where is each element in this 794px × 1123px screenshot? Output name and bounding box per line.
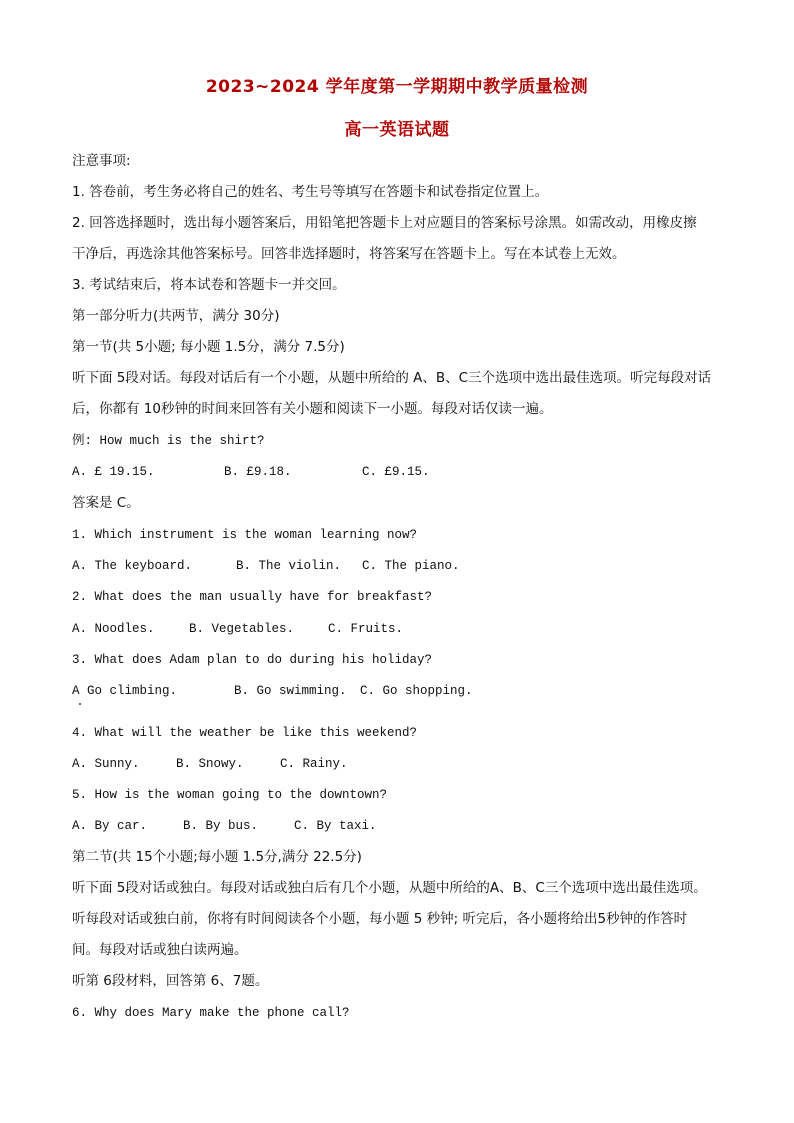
question-5-option-b: B. By bus. — [183, 819, 259, 833]
section2-heading: 第二节(共 15个小题;每小题 1.5分,满分 22.5分) — [72, 849, 362, 865]
question-4-option-b: B. Snowy. — [176, 757, 244, 771]
part1-heading: 第一部分听力(共两节，满分 30分) — [72, 308, 280, 324]
notice-item-1: 1. 答卷前，考生务必将自己的姓名、考生号等填写在答题卡和试卷指定位置上。 — [72, 184, 549, 200]
question-2-option-b: B. Vegetables. — [189, 622, 295, 636]
question-5-option-c: C. By taxi. — [294, 819, 377, 833]
question-1: 1. Which instrument is the woman learning now? — [72, 528, 418, 542]
section1-instructions-line-1: 听下面 5段对话。每段对话后有一个小题，从题中所给的 A、B、C三个选项中选出最佳选项。听完每段对话 — [72, 370, 712, 386]
question-4: 4. What will the weather be like this weekend? — [72, 726, 418, 740]
question-5-option-a: A. By car. — [72, 819, 148, 833]
section2-instructions-line-3: 间。每段对话或独白读两遍。 — [72, 942, 248, 958]
question-3-options — [72, 681, 732, 701]
question-4-option-c: C. Rainy. — [280, 757, 348, 771]
notice-heading: 注意事项: — [72, 153, 131, 169]
question-3-option-a: A Go climbing. — [72, 684, 178, 698]
question-1-option-a: A. The keyboard. — [72, 559, 193, 573]
question-4-option-a: A. Sunny. — [72, 757, 140, 771]
question-1-option-c: C. The piano. — [362, 559, 460, 573]
question-5: 5. How is the woman going to the downtown? — [72, 788, 388, 802]
question-3: 3. What does Adam plan to do during his holiday? — [72, 653, 433, 667]
question-3-option-c: C. Go shopping. — [360, 684, 473, 698]
section2-instructions-line-2: 听每段对话或独白前，你将有时间阅读各个小题，每小题 5 秒钟; 听完后，各小题将给出5秒钟的作答时 — [72, 911, 688, 927]
question-6: 6. Why does Mary make the phone call? — [72, 1006, 350, 1020]
section1-heading: 第一节(共 5小题; 每小题 1.5分，满分 7.5分) — [72, 339, 345, 355]
question-1-option-b: B. The violin. — [236, 559, 342, 573]
question-2-option-a: A. Noodles. — [72, 622, 155, 636]
question-5-options — [72, 816, 732, 836]
question-3-option-b: B. Go swimming. — [234, 684, 347, 698]
exam-subtitle: 高一英语试题 — [344, 120, 450, 140]
exam-title: 2023~2024 学年度第一学期期中教学质量检测 — [205, 77, 589, 97]
notice-item-2-line-2: 干净后，再选涂其他答案标号。回答非选择题时，将答案写在答题卡上。写在本试卷上无效。 — [72, 246, 626, 262]
question-2: 2. What does the man usually have for breakfast? — [72, 590, 433, 604]
notice-item-3: 3. 考试结束后，将本试卷和答题卡一并交回。 — [72, 277, 346, 293]
question-2-options — [72, 619, 732, 639]
example-question: 例: How much is the shirt? — [72, 434, 265, 448]
stray-mark — [79, 703, 81, 705]
notice-item-2-line-1: 2. 回答选择题时，选出每小题答案后，用铅笔把答题卡上对应题目的答案标号涂黑。如需改动，用橡皮擦 — [72, 215, 697, 231]
example-options — [72, 462, 732, 482]
example-answer: 答案是 C。 — [72, 495, 140, 511]
example-option-c: C. £9.15. — [362, 465, 430, 479]
material-6-heading: 听第 6段材料，回答第 6、7题。 — [72, 973, 269, 989]
example-option-a: A. £ 19.15. — [72, 465, 155, 479]
question-2-option-c: C. Fruits. — [328, 622, 404, 636]
section2-instructions-line-1: 听下面 5段对话或独白。每段对话或独白后有几个小题，从题中所给的A、B、C三个选项中选出最佳选项。 — [72, 880, 707, 896]
example-option-b: B. £9.18. — [224, 465, 292, 479]
section1-instructions-line-2: 后，你都有 10秒钟的时间来回答有关小题和阅读下一小题。每段对话仅读一遍。 — [72, 401, 553, 417]
question-4-options — [72, 754, 732, 774]
question-1-options — [72, 556, 732, 576]
